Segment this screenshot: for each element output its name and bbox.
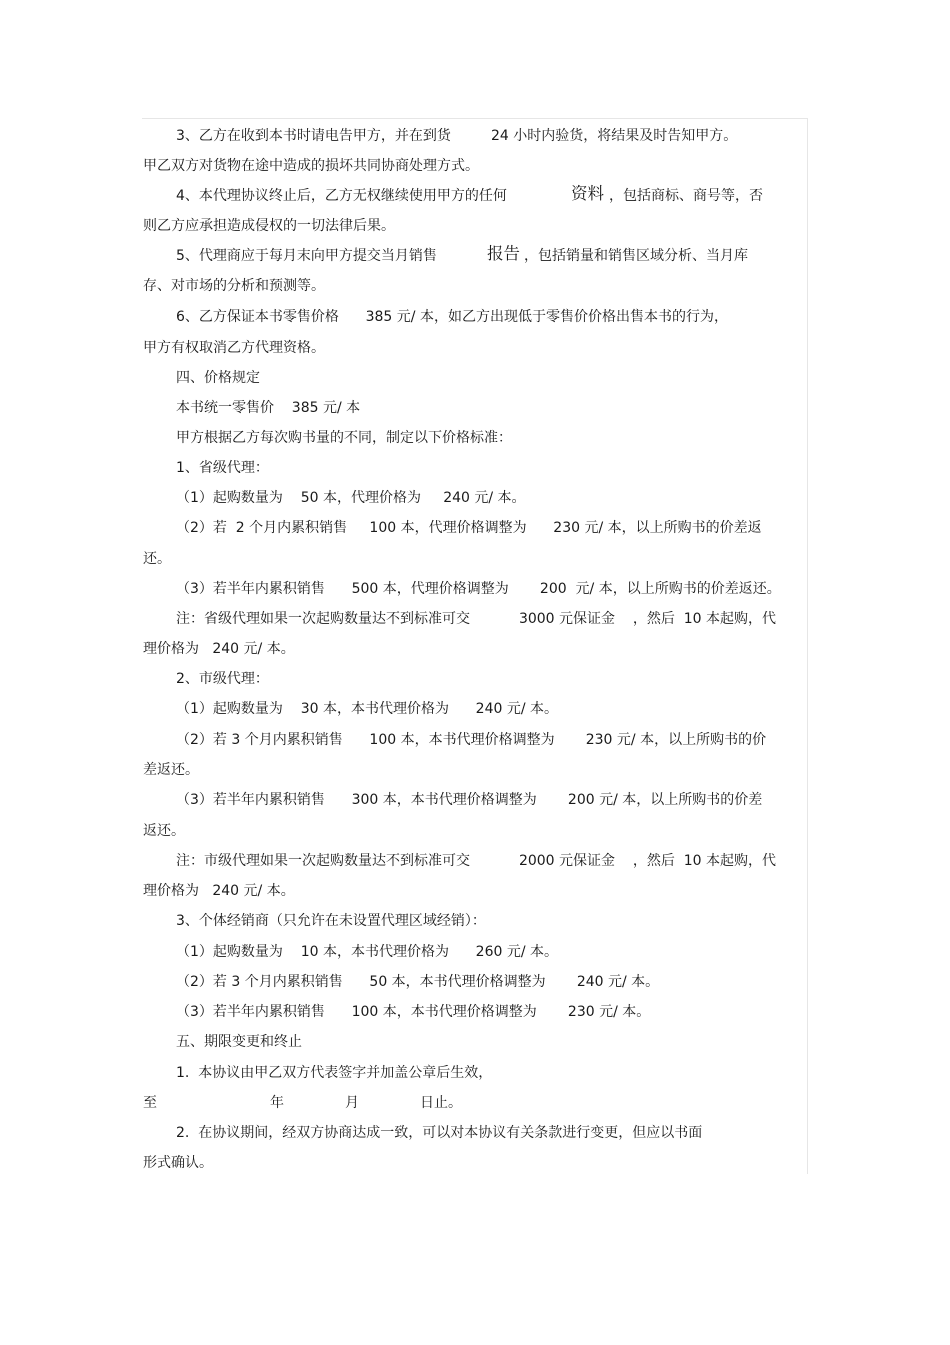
term-end-label: 至 (143, 1095, 157, 1111)
term-year-label: 年 (270, 1095, 284, 1111)
provincial-heading: 1、省级代理： (176, 460, 269, 476)
clause-5-keyword: 报告 (487, 244, 520, 263)
city-item-3-line-2: 返还。 (143, 823, 185, 839)
section-5-heading: 五、期限变更和终止 (176, 1034, 302, 1050)
clause-3-line-1: 3、乙方在收到本书时请电告甲方，并在到货 24 小时内验货，将结果及时告知甲方。 (176, 128, 738, 144)
dealer-item-1: （1）起购数量为 10 本，本书代理价格为 260 元/ 本。 (176, 944, 559, 960)
clause-3-line-2: 甲乙双方对货物在途中造成的损坏共同协商处理方式。 (143, 158, 479, 174)
city-note-line-1: 注：市级代理如果一次起购数量达不到标准可交 2000 元保证金 ，然后 10 本起购，代 (176, 853, 776, 869)
term-day-label: 日止。 (420, 1095, 462, 1111)
term-item-2-line-2: 形式确认。 (143, 1155, 213, 1171)
dealer-item-3: （3）若半年内累积销售 100 本，本书代理价格调整为 230 元/ 本。 (176, 1004, 651, 1020)
clause-5-line-2: 存、对市场的分析和预测等。 (143, 278, 325, 294)
term-item-1: 1. 本协议由甲乙双方代表签字并加盖公章后生效， (176, 1065, 493, 1081)
city-note-line-2: 理价格为 240 元/ 本。 (143, 883, 295, 899)
city-heading: 2、市级代理： (176, 671, 269, 687)
clause-5-line-1-tail: ，包括销量和销售区域分析、当月库 (524, 248, 748, 264)
provincial-note-line-1: 注：省级代理如果一次起购数量达不到标准可交 3000 元保证金 ，然后 10 本起购，代 (176, 611, 776, 627)
clause-4-keyword: 资料 (571, 184, 604, 203)
provincial-item-2-line-1: （2）若 2 个月内累积销售 100 本，代理价格调整为 230 元/ 本，以上所购书的价差返 (176, 520, 762, 536)
clause-6-line-2: 甲方有权取消乙方代理资格。 (143, 340, 325, 356)
provincial-item-3: （3）若半年内累积销售 500 本，代理价格调整为 200 元/ 本，以上所购书的价差返还。 (176, 581, 781, 597)
dealer-item-2: （2）若 3 个月内累积销售 50 本，本书代理价格调整为 240 元/ 本。 (176, 974, 660, 990)
dealer-heading: 3、个体经销商（只允许在未设置代理区域经销）： (176, 913, 486, 929)
section-4-heading: 四、价格规定 (176, 370, 260, 386)
city-item-2-line-1: （2）若 3 个月内累积销售 100 本，本书代理价格调整为 230 元/ 本，以上所购书的价 (176, 732, 767, 748)
clause-4-line-1: 4、本代理协议终止后，乙方无权继续使用甲方的任何 (176, 188, 507, 204)
retail-price-line: 本书统一零售价 385 元/ 本 (176, 400, 361, 416)
price-standard-intro: 甲方根据乙方每次购书量的不同，制定以下价格标准： (176, 430, 512, 446)
provincial-note-line-2: 理价格为 240 元/ 本。 (143, 641, 295, 657)
city-item-1: （1）起购数量为 30 本，本书代理价格为 240 元/ 本。 (176, 701, 559, 717)
term-month-label: 月 (345, 1095, 359, 1111)
provincial-item-1: （1）起购数量为 50 本，代理价格为 240 元/ 本。 (176, 490, 526, 506)
provincial-item-2-line-2: 还。 (143, 551, 171, 567)
clause-4-line-2: 则乙方应承担造成侵权的一切法律后果。 (143, 218, 395, 234)
city-item-3-line-1: （3）若半年内累积销售 300 本，本书代理价格调整为 200 元/ 本，以上所购书的价差 (176, 792, 763, 808)
clause-4-line-1-tail: ，包括商标、商号等，否 (609, 188, 763, 204)
clause-5-line-1: 5、代理商应于每月末向甲方提交当月销售 (176, 248, 437, 264)
clause-6-line-1: 6、乙方保证本书零售价格 385 元/ 本，如乙方出现低于零售价价格出售本书的行为， (176, 309, 728, 325)
city-item-2-line-2: 差返还。 (143, 762, 199, 778)
term-item-2-line-1: 2. 在协议期间，经双方协商达成一致，可以对本协议有关条款进行变更，但应以书面 (176, 1125, 703, 1141)
